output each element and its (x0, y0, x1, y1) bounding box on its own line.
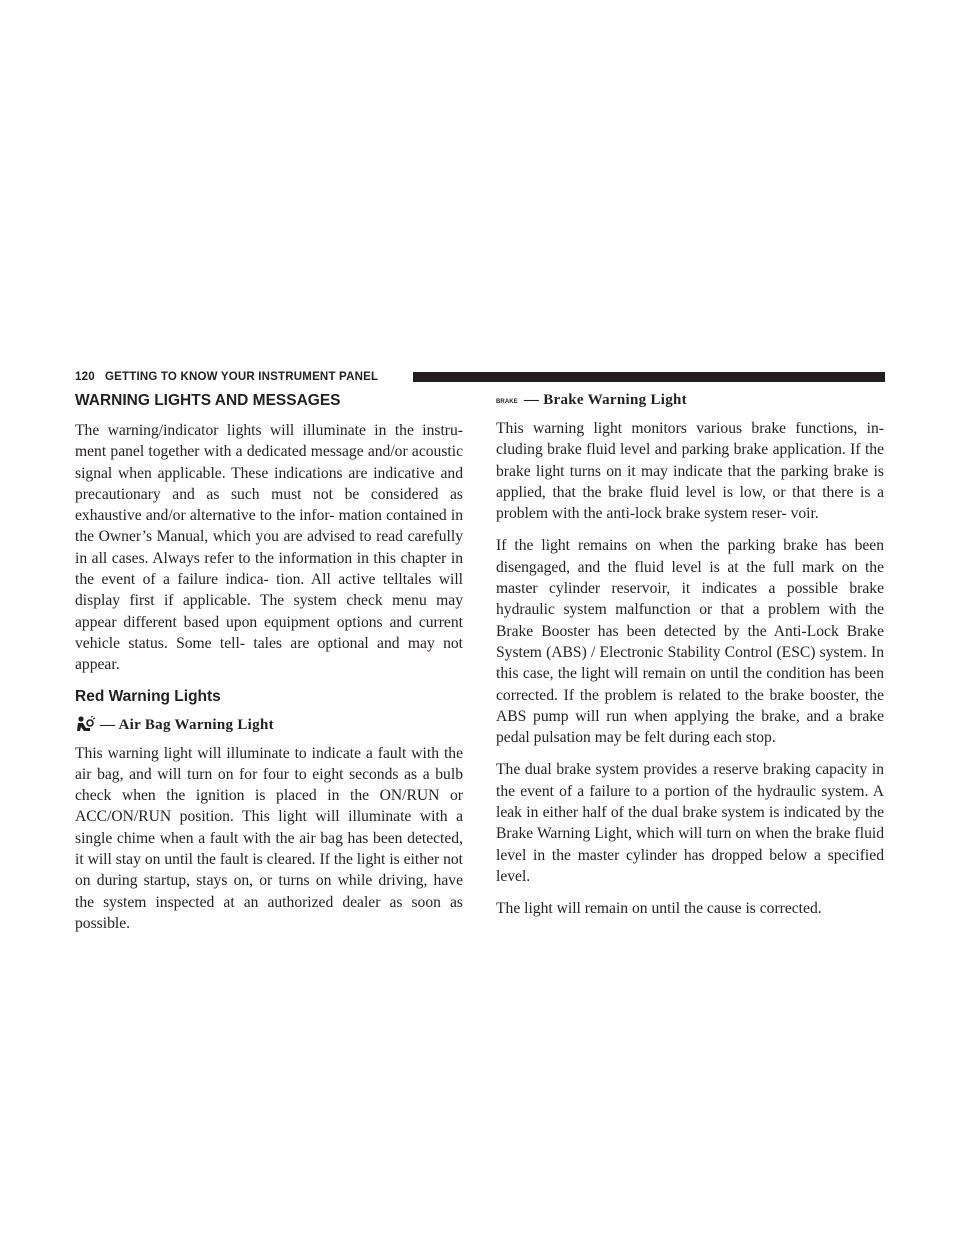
airbag-title: — Air Bag Warning Light (100, 716, 274, 733)
brake-paragraph-2: If the light remains on when the parking brake has been disengaged, and the fluid level is at the full mark on the master cylinder reservoir, it indicates a possible brake hydraulic system malfunction or that a problem with the Brake Booster has been detected by the Anti-Lock Brake System (ABS) / Electronic Stability Control (ESC) system. In this case, the light will remain on until the condition has been corrected. If the problem is related to the brake booster, the ABS pump will run when applying the brake, and a brake pedal pulsation may be felt during each stop. (496, 537, 884, 747)
intro-paragraph: The warning/indicator lights will illuminate in the instru- ment panel together with a dedicated message and/or acoustic signal when applicable. These indications are indicative and precautionary and as such must not be considered as exhaustive and/or alternative to the infor- mation contained in the Owner’s Manual, which you are advised to read carefully in all cases. Always refer to the information in this chapter in the event of a failure indica- tion. All active telltales will display first if applicable. The system check menu may appear different based upon equipment options and current vehicle status. Some tell- tales are optional and may not appear. (75, 422, 463, 674)
brake-icon: BRAKE (496, 399, 518, 405)
chapter-title: GETTING TO KNOW YOUR INSTRUMENT PANEL (105, 371, 379, 383)
airbag-heading (75, 716, 463, 734)
brake-heading (496, 392, 884, 409)
section-title: WARNING LIGHTS AND MESSAGES (75, 392, 341, 409)
subsection-title: Red Warning Lights (75, 687, 221, 705)
page-number: 120 (75, 371, 95, 383)
brake-paragraph-1: This warning light monitors various brake functions, in- cluding brake fluid level and parking brake application. If the brake light turns on it may indicate that the parking brake is applied, that the brake fluid level is low, or that there is a problem with the anti-lock brake system reser- voir. (496, 420, 884, 523)
brake-paragraph-4: The light will remain on until the cause is corrected. (496, 900, 822, 918)
airbag-icon (75, 716, 95, 734)
header-rule (413, 372, 885, 382)
left-column (75, 392, 463, 945)
right-column (496, 392, 884, 931)
brake-title: — Brake Warning Light (523, 392, 687, 408)
page-header (75, 370, 885, 386)
airbag-paragraph: This warning light will illuminate to indicate a fault with the air bag, and will turn on for four to eight seconds as a bulb check when the ignition is placed in the ON/RUN or ACC/ON/RUN position. This light will illuminate with a single chime when a fault with the air bag has been detected, it will stay on until the fault is cleared. If the light is either not on during startup, stays on, or turns on while driving, have the system inspected at an authorized dealer as soon as possible. (75, 744, 463, 932)
brake-paragraph-3: The dual brake system provides a reserve braking capacity in the event of a failure to a portion of the hydraulic system. A leak in either half of the dual brake system is indicated by the Brake Warning Light, which will turn on when the brake fluid level in the master cylinder has dropped below a specified level. (496, 761, 884, 885)
